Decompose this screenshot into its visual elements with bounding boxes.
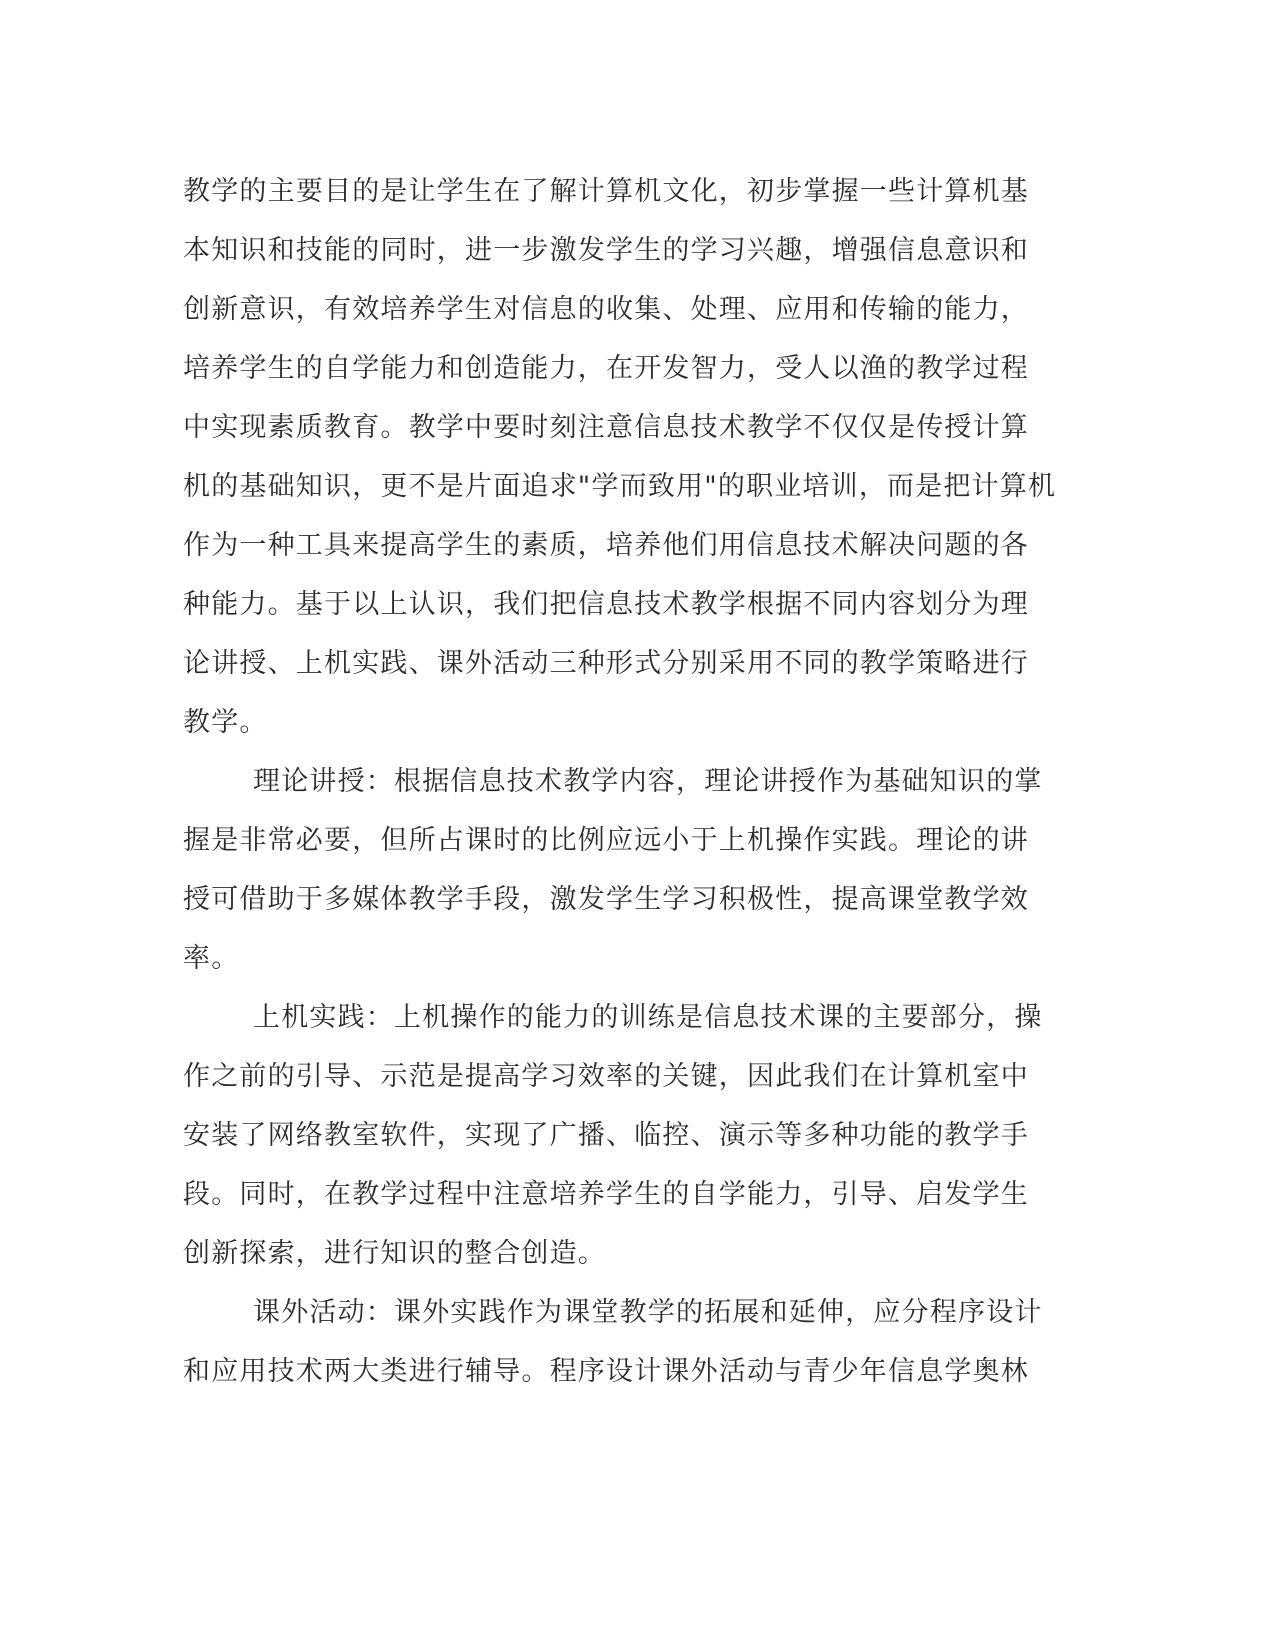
- text-line: 机的基础知识，更不是片面追求"学而致用"的职业培训，而是把计算机: [183, 471, 1057, 502]
- paragraph-theory-start: 理论讲授：根据信息技术教学内容，理论讲授作为基础知识的掌: [253, 766, 1043, 797]
- text-line: 培养学生的自学能力和创造能力，在开发智力，受人以渔的教学过程: [183, 353, 1029, 384]
- text-line: 创新探索，进行知识的整合创造。: [183, 1238, 606, 1269]
- text-line: 中实现素质教育。教学中要时刻注意信息技术教学不仅仅是传授计算: [183, 412, 1029, 443]
- text-line: 教学的主要目的是让学生在了解计算机文化，初步掌握一些计算机基: [183, 176, 1029, 207]
- text-line: 段。同时，在教学过程中注意培养学生的自学能力，引导、启发学生: [183, 1179, 1029, 1210]
- text-line: 握是非常必要，但所占课时的比例应远小于上机操作实践。理论的讲: [183, 825, 1029, 856]
- text-line: 授可借助于多媒体教学手段，激发学生学习积极性，提高课堂教学效: [183, 884, 1029, 915]
- paragraph-activities-start: 课外活动：课外实践作为课堂教学的拓展和延伸，应分程序设计: [253, 1297, 1043, 1328]
- text-line: 安装了网络教室软件，实现了广播、临控、演示等多种功能的教学手: [183, 1120, 1029, 1151]
- text-line: 种能力。基于以上认识，我们把信息技术教学根据不同内容划分为理: [183, 589, 1029, 620]
- text-line: 论讲授、上机实践、课外活动三种形式分别采用不同的教学策略进行: [183, 648, 1029, 679]
- body-text: [183, 162, 1057, 1401]
- text-line: 本知识和技能的同时，进一步激发学生的学习兴趣，增强信息意识和: [183, 235, 1029, 266]
- text-line: 作为一种工具来提高学生的素质，培养他们用信息技术解决问题的各: [183, 530, 1029, 561]
- text-line: 创新意识，有效培养学生对信息的收集、处理、应用和传输的能力，: [183, 294, 1029, 325]
- paragraph-practice-start: 上机实践：上机操作的能力的训练是信息技术课的主要部分，操: [253, 1002, 1043, 1033]
- text-line: 和应用技术两大类进行辅导。程序设计课外活动与青少年信息学奥林: [183, 1356, 1029, 1387]
- text-line: 教学。: [183, 707, 268, 738]
- text-line: 率。: [183, 943, 240, 974]
- text-line: 作之前的引导、示范是提高学习效率的关键，因此我们在计算机室中: [183, 1061, 1029, 1092]
